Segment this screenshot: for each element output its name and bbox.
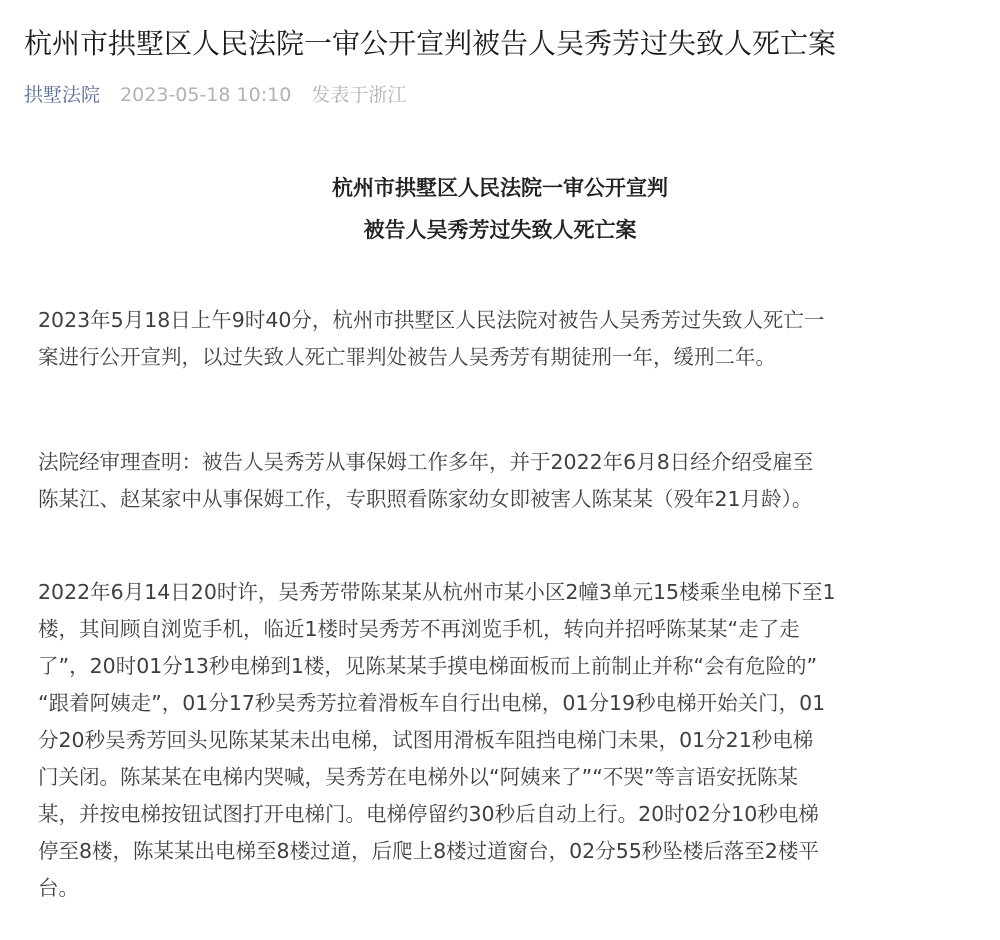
article-meta (24, 80, 406, 110)
paragraph-line: 2023年5月18日上午9时40分，杭州市拱墅区人民法院对被告人吴秀芳过失致人死亡一 (38, 308, 825, 332)
paragraph-line: 台。 (38, 876, 79, 900)
paragraph-line: 了”，20时01分13秒电梯到1楼，见陈某某手摸电梯面板而上前制止并称“会有危险的” (38, 654, 818, 678)
paragraph-line: “跟着阿姨走”，01分17秒吴秀芳拉着滑板车自行出电梯，01分19秒电梯开始关门，01 (38, 691, 826, 715)
article-title: 杭州市拱墅区人民法院一审公开宣判被告人吴秀芳过失致人死亡案 (24, 27, 837, 60)
paragraph-findings (38, 444, 962, 518)
paragraph-line: 停至8楼，陈某某出电梯至8楼过道，后爬上8楼过道窗台，02分55秒坠楼后落至2楼平 (38, 839, 819, 863)
account-name-link[interactable]: 拱墅法院 (24, 84, 101, 106)
paragraph-verdict (38, 302, 962, 376)
paragraph-incident (38, 574, 962, 907)
publish-location: 发表于浙江 (311, 84, 407, 106)
paragraph-line: 案进行公开宣判，以过失致人死亡罪判处被告人吴秀芳有期徒刑一年，缓刑二年。 (38, 345, 776, 369)
content-heading-line2: 被告人吴秀芳过失致人死亡案 (363, 218, 637, 242)
paragraph-line: 分20秒吴秀芳回头见陈某某未出电梯，试图用滑板车阻挡电梯门未果，01分21秒电梯 (38, 728, 814, 752)
publish-time: 2023-05-18 10:10 (120, 84, 292, 106)
paragraph-line: 门关闭。陈某某在电梯内哭喊，吴秀芳在电梯外以“阿姨来了”“不哭”等言语安抚陈某 (38, 765, 798, 789)
paragraph-line: 陈某江、赵某家中从事保姆工作，专职照看陈家幼女即被害人陈某某（殁年21月龄）。 (38, 487, 813, 511)
paragraph-line: 某，并按电梯按钮试图打开电梯门。电梯停留约30秒后自动上行。20时02分10秒电梯 (38, 802, 819, 826)
paragraph-line: 2022年6月14日20时许，吴秀芳带陈某某从杭州市某小区2幢3单元15楼乘坐电梯下至1 (38, 580, 836, 604)
paragraph-line: 楼，其间顾自浏览手机，临近1楼时吴秀芳不再浏览手机，转向并招呼陈某某“走了走 (38, 617, 800, 641)
paragraph-line: 法院经审理查明：被告人吴秀芳从事保姆工作多年，并于2022年6月8日经介绍受雇至 (38, 450, 814, 474)
content-heading-line1: 杭州市拱墅区人民法院一审公开宣判 (332, 176, 668, 200)
